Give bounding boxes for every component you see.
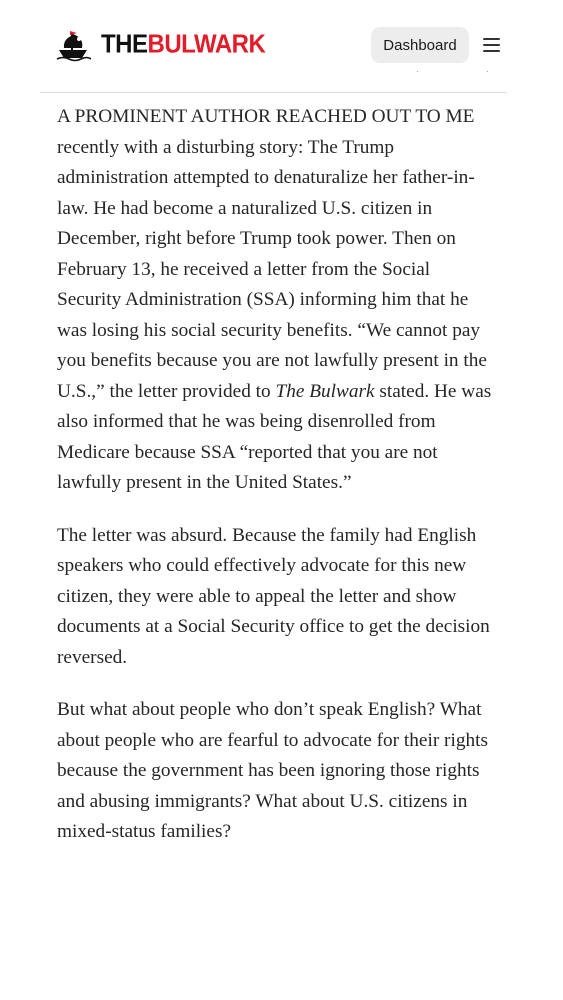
wordmark-bulwark: BULWARK xyxy=(147,29,266,60)
wordmark-the: THE xyxy=(101,29,148,60)
faint-mark: · xyxy=(416,66,419,76)
pirate-ship-icon xyxy=(55,28,91,62)
hamburger-menu-icon[interactable] xyxy=(482,35,502,53)
dashboard-button[interactable]: Dashboard xyxy=(371,27,469,63)
header-divider xyxy=(40,92,507,93)
paragraph-1-text-a: A PROMINENT AUTHOR REACHED OUT TO ME recently with a disturbing story: The Trump administration attempted to denaturalize her father-in-law. He had become a naturalized U.S. citizen in December, right before Trump took power. Then on February 13, he received a letter from the Social Security Administration (SSA) informing him that he was losing his social security benefits. “We cannot pay you benefits because you are not lawfully present in the U.S.,” the letter provided to xyxy=(57,106,487,402)
paragraph-1-text-b: stated. He was also informed that he was being disenrolled from Medicare because SSA “reported that you are not lawfully present in the United States.” xyxy=(57,380,492,493)
article-body xyxy=(57,102,497,870)
article-paragraph-1 xyxy=(57,102,497,499)
article-paragraph-2: The letter was absurd. Because the family had English speakers who could effectively advocate for this new citizen, they were able to appeal the letter and show documents at a Social Security office to get the decision reversed. xyxy=(57,524,490,668)
site-logo[interactable] xyxy=(55,27,265,63)
wordmark xyxy=(101,29,266,60)
faint-mark: · xyxy=(486,66,489,76)
article-paragraph-3: But what about people who don’t speak English? What about people who are fearful to advocate for their rights because the government has been ignoring those rights and abusing immigrants? What about U.S. citizens in mixed-status families? xyxy=(57,699,488,842)
publication-name: The Bulwark xyxy=(275,380,375,402)
site-header xyxy=(0,0,563,92)
